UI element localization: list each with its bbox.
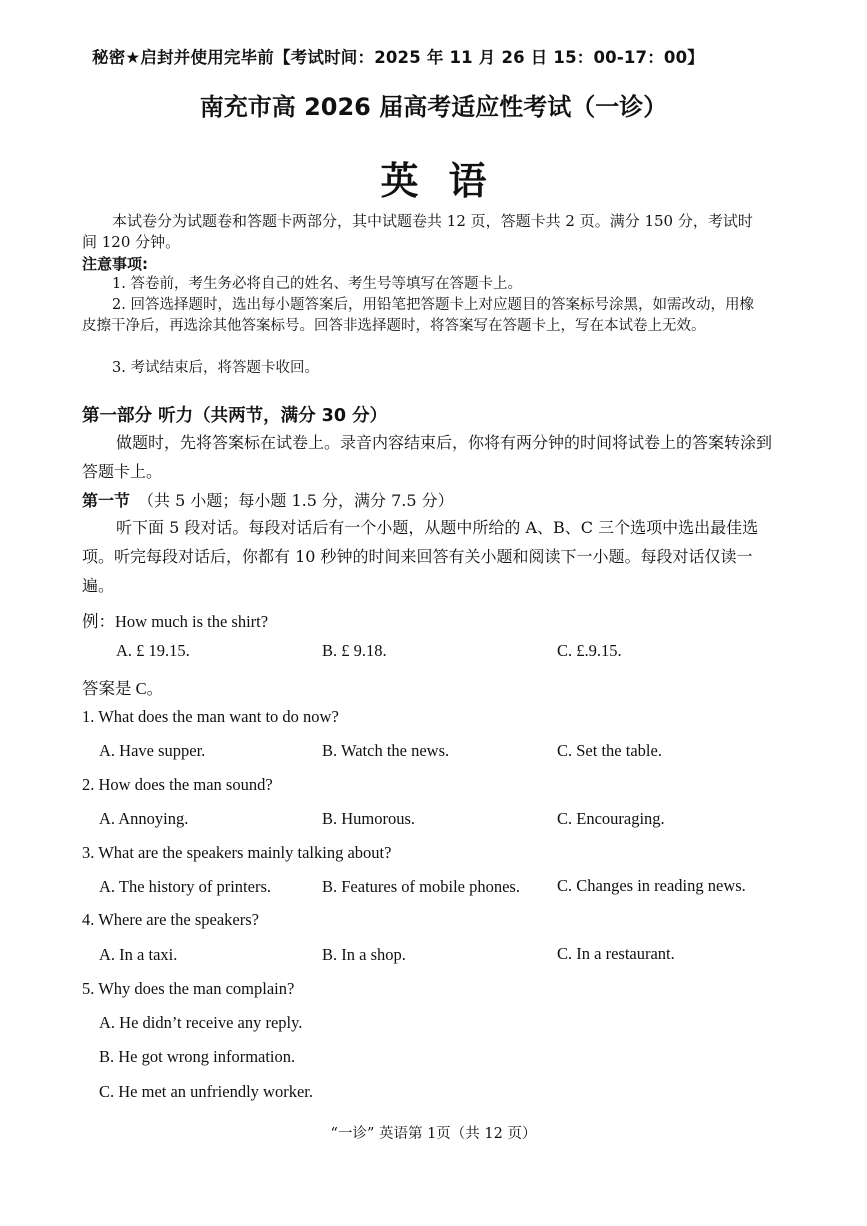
q4-option-b: B. In a shop. <box>322 945 406 964</box>
example-option-b: B. £ 9.18. <box>322 641 387 660</box>
part1-instruction: 做题时，先将答案标在试卷上。录音内容结束后，你将有两分钟的时间将试卷上的答案转涂到答题卡上。 <box>82 433 773 481</box>
q4-option-c: C. In a restaurant. <box>557 944 675 963</box>
subject-title: 英语 <box>380 159 517 203</box>
question-3: 3. What are the speakers mainly talking about? <box>82 843 392 862</box>
example-option-c: C. £.9.15. <box>557 641 622 660</box>
question-1: 1. What does the man want to do now? <box>82 707 339 726</box>
part1-heading: 第一部分 听力（共两节，满分 30 分） <box>82 406 388 426</box>
example-option-a: A. £ 19.15. <box>116 641 190 660</box>
question-4: 4. Where are the speakers? <box>82 910 259 929</box>
intro-paragraph: 本试卷分为试题卷和答题卡两部分，其中试题卷共 12 页，答题卡共 2 页。满分 150 分，考试时间 120 分钟。 <box>82 212 753 251</box>
q1-option-b: B. Watch the news. <box>322 741 450 760</box>
q4-option-a: A. In a taxi. <box>99 945 178 964</box>
q5-option-a: A. He didn’t receive any reply. <box>99 1013 303 1032</box>
note-item: 2. 回答选择题时，选出每小题答案后，用铅笔把答题卡上对应题目的答案标号涂黑，如需改动，用橡皮擦干净后，再选涂其他答案标号。回答非选择题时，将答案写在答题卡上，写在本试卷上无效。 <box>82 297 754 334</box>
page-footer: “一诊” 英语第 1页（共 12 页） <box>330 1126 537 1142</box>
q2-option-b: B. Humorous. <box>322 809 416 828</box>
question-5: 5. Why does the man complain? <box>82 979 295 998</box>
q3-option-c: C. Changes in reading news. <box>557 876 746 895</box>
note-item: 3. 考试结束后，将答题卡收回。 <box>112 360 319 376</box>
q5-option-c: C. He met an unfriendly worker. <box>99 1082 313 1101</box>
q1-option-a: A. Have supper. <box>99 741 206 760</box>
confidential-line: 秘密★启封并使用完毕前【考试时间：2025 年 11 月 26 日 15：00-17：00】 <box>92 48 704 67</box>
q3-option-b: B. Features of mobile phones. <box>322 877 520 896</box>
q5-option-b: B. He got wrong information. <box>99 1047 296 1066</box>
section1-heading <box>82 488 454 511</box>
q3-option-a: A. The history of printers. <box>99 877 272 896</box>
note-item: 1. 答卷前，考生务必将自己的姓名、考生号等填写在答题卡上。 <box>112 276 522 292</box>
question-2: 2. How does the man sound? <box>82 775 273 794</box>
section1-label: 第一节 <box>82 491 131 510</box>
example-answer: 答案是 C。 <box>82 679 164 698</box>
notes-title: 注意事项: <box>82 255 148 273</box>
q2-option-a: A. Annoying. <box>99 809 189 828</box>
exam-title: 南充市高 2026 届高考适应性考试（一诊） <box>199 93 668 121</box>
section1-info: （共 5 小题；每小题 1.5 分，满分 7.5 分） <box>138 491 454 510</box>
section1-instruction: 听下面 5 段对话。每段对话后有一个小题，从题中所给的 A、B、C 三个选项中选出最佳选项。听完每段对话后，你都有 10 秒钟的时间来回答有关小题和阅读下一小题。每段对话仅读一遍。 <box>82 518 759 595</box>
q1-option-c: C. Set the table. <box>557 741 662 760</box>
example-question: 例：How much is the shirt? <box>82 612 269 631</box>
q2-option-c: C. Encouraging. <box>557 809 665 828</box>
